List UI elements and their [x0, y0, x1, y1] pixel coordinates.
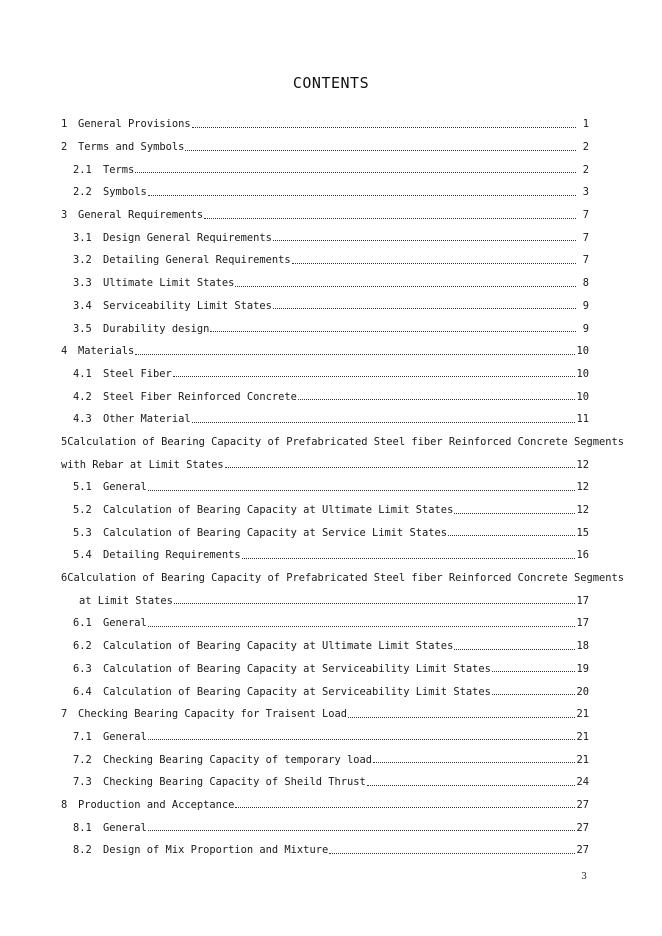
toc-entry-page: 15 — [576, 526, 589, 539]
toc-entry[interactable] — [61, 295, 589, 318]
toc-entry-title: Steel Fiber — [103, 367, 172, 380]
toc-entry-page: 21 — [576, 753, 589, 766]
toc-entry-number: 1 — [61, 118, 68, 131]
toc-entry-page: 21 — [576, 708, 589, 721]
toc-entry[interactable] — [61, 226, 589, 249]
toc-entry-page: 7 — [582, 231, 589, 244]
dot-leader — [210, 331, 576, 332]
toc-entry-title: General — [103, 617, 147, 630]
dot-leader — [492, 671, 576, 672]
toc-entry[interactable] — [61, 249, 589, 272]
dot-leader — [185, 150, 576, 151]
dot-leader — [148, 830, 576, 831]
toc-entry-page: 27 — [576, 798, 589, 811]
toc-entry[interactable] — [61, 499, 589, 522]
toc-entry-title: Calculation of Bearing Capacity at Serviceability Limit States — [103, 662, 491, 675]
page-number: 3 — [581, 872, 587, 882]
toc-entry-number: 6.4 — [73, 685, 92, 698]
toc-entry-page: 19 — [576, 662, 589, 675]
toc-entry-number: 3.1 — [73, 231, 92, 244]
toc-entry[interactable] — [61, 567, 625, 590]
toc-entry[interactable] — [61, 589, 589, 612]
toc-entry-number: 3.4 — [73, 299, 92, 312]
toc-entry-number: 8.2 — [73, 844, 92, 857]
toc-entry-title: General — [103, 730, 147, 743]
dot-leader — [148, 195, 576, 196]
toc-entry-title: General — [103, 821, 147, 834]
toc-entry[interactable] — [61, 385, 589, 408]
toc-entry-title: General — [103, 481, 147, 494]
dot-leader — [135, 172, 576, 173]
toc-entry-number: 5.3 — [73, 526, 92, 539]
toc-entry-page: 7 — [582, 209, 589, 222]
toc-entry[interactable] — [61, 726, 589, 749]
toc-entry-page: 27 — [576, 844, 589, 857]
toc-entry-page: 9 — [582, 322, 589, 335]
toc-entry[interactable] — [61, 204, 589, 227]
toc-entry-page: 9 — [582, 299, 589, 312]
toc-entry-title: Calculation of Bearing Capacity of Prefabricated Steel fiber Reinforced Concrete Segments — [67, 435, 625, 448]
dot-leader — [367, 785, 576, 786]
toc-entry-page: 3 — [582, 186, 589, 199]
toc-entry-title: Ultimate Limit States — [103, 277, 235, 290]
toc-entry[interactable] — [61, 635, 589, 658]
toc-entry-title: Detailing General Requirements — [103, 254, 291, 267]
toc-entry-number: 2.2 — [73, 186, 92, 199]
toc-entry-title: Calculation of Bearing Capacity at Ultimate Limit States — [103, 640, 454, 653]
toc-entry[interactable] — [61, 476, 589, 499]
toc-entry-number: 3 — [61, 209, 68, 222]
toc-entry[interactable] — [61, 771, 589, 794]
toc-entry-number: 2.1 — [73, 163, 92, 176]
toc-entry[interactable] — [61, 431, 625, 454]
toc-entry-title: Calculation of Bearing Capacity of Prefabricated Steel fiber Reinforced Concrete Segments — [67, 572, 625, 585]
toc-entry-page: 12 — [576, 481, 589, 494]
toc-entry[interactable] — [61, 136, 589, 159]
dot-leader — [273, 308, 576, 309]
dot-leader — [454, 513, 575, 514]
dot-leader — [225, 467, 576, 468]
toc-entry-number: 2 — [61, 141, 68, 154]
toc-entry[interactable] — [61, 658, 589, 681]
dot-leader — [329, 853, 575, 854]
toc-entry-title: Production and Acceptance — [78, 798, 235, 811]
toc-entry[interactable] — [61, 703, 589, 726]
dot-leader — [135, 354, 575, 355]
toc-entry-number: 8 — [61, 798, 68, 811]
toc-entry-page: 10 — [576, 367, 589, 380]
toc-entry-title: Calculation of Bearing Capacity at Ultimate Limit States — [103, 504, 454, 517]
toc-entry-number: 7.1 — [73, 730, 92, 743]
toc-entry[interactable] — [61, 453, 589, 476]
dot-leader — [292, 263, 576, 264]
toc-entry-title: Design of Mix Proportion and Mixture — [103, 844, 329, 857]
toc-entry-page: 17 — [576, 617, 589, 630]
dot-leader — [174, 603, 576, 604]
toc-entry[interactable] — [61, 816, 589, 839]
toc-entry-title: Checking Bearing Capacity of Sheild Thrust — [103, 776, 366, 789]
toc-entry-number: 6 — [61, 572, 68, 585]
toc-entry-number: 7.2 — [73, 753, 92, 766]
toc-entry-page: 21 — [576, 730, 589, 743]
toc-entry[interactable] — [61, 317, 589, 340]
toc-entry-page: 20 — [576, 685, 589, 698]
toc-entry-title: Other Material — [103, 413, 191, 426]
toc-entry[interactable] — [61, 839, 589, 862]
toc-entry-title: Materials — [78, 345, 135, 358]
toc-entry-number: 7 — [61, 708, 68, 721]
toc-entry[interactable] — [61, 181, 589, 204]
toc-entry-title: Steel Fiber Reinforced Concrete — [103, 390, 297, 403]
toc-entry-title: Symbols — [103, 186, 147, 199]
dot-leader — [192, 422, 576, 423]
dot-leader — [204, 218, 576, 219]
dot-leader — [235, 807, 575, 808]
toc-entry-title: Design General Requirements — [103, 231, 272, 244]
dot-leader — [492, 694, 576, 695]
toc-entry-page: 2 — [582, 163, 589, 176]
dot-leader — [298, 399, 576, 400]
page-title: CONTENTS — [292, 74, 370, 92]
toc-entry-page: 10 — [576, 390, 589, 403]
toc-entry[interactable] — [61, 340, 589, 363]
toc-entry-page: 18 — [576, 640, 589, 653]
toc-entry-page: 2 — [582, 141, 589, 154]
toc-entry-number: 6.2 — [73, 640, 92, 653]
toc-entry-page: 27 — [576, 821, 589, 834]
toc-entry-page: 12 — [576, 458, 589, 471]
toc-entry[interactable] — [61, 680, 589, 703]
dot-leader — [273, 240, 576, 241]
toc-entry-title: Checking Bearing Capacity for Traisent Load — [78, 708, 347, 721]
toc-entry-title: Terms and Symbols — [78, 141, 185, 154]
toc-entry-number: 6.3 — [73, 662, 92, 675]
dot-leader — [373, 762, 575, 763]
toc-entry-page: 16 — [576, 549, 589, 562]
toc-entry[interactable] — [61, 158, 589, 181]
toc-entry-title: Durability design — [103, 322, 210, 335]
toc-entry-title: Checking Bearing Capacity of temporary load — [103, 753, 372, 766]
toc-entry-number: 3.2 — [73, 254, 92, 267]
dot-leader — [348, 717, 575, 718]
toc-entry-page: 17 — [576, 594, 589, 607]
dot-leader — [173, 376, 576, 377]
toc-entry-number: 3.5 — [73, 322, 92, 335]
toc-entry[interactable] — [61, 272, 589, 295]
toc-entry-number: 5.2 — [73, 504, 92, 517]
toc-entry-title: Terms — [103, 163, 135, 176]
toc-entry-number: 8.1 — [73, 821, 92, 834]
toc-entry[interactable] — [61, 794, 589, 817]
toc-entry-number: 4.1 — [73, 367, 92, 380]
toc-entry-number: 3.3 — [73, 277, 92, 290]
toc-entry-title: General Requirements — [78, 209, 204, 222]
toc-entry-number: 6.1 — [73, 617, 92, 630]
toc-entry-number: 5.4 — [73, 549, 92, 562]
dot-leader — [148, 626, 576, 627]
toc-entry-title: Calculation of Bearing Capacity at Serviceability Limit States — [103, 685, 491, 698]
toc-entry-title: General Provisions — [78, 118, 191, 131]
dot-leader — [454, 649, 575, 650]
dot-leader — [242, 558, 576, 559]
toc-entry-title: with Rebar at Limit States — [61, 458, 224, 471]
toc-entry-page: 10 — [576, 345, 589, 358]
toc-entry-title: at Limit States — [79, 594, 173, 607]
toc-entry-number: 4.2 — [73, 390, 92, 403]
toc-entry-title: Serviceability Limit States — [103, 299, 272, 312]
dot-leader — [192, 127, 576, 128]
dot-leader — [148, 739, 576, 740]
toc-entry[interactable] — [61, 363, 589, 386]
toc-entry-page: 12 — [576, 504, 589, 517]
toc-entry-number: 5.1 — [73, 481, 92, 494]
toc-entry[interactable] — [61, 544, 589, 567]
toc-entry-number: 4.3 — [73, 413, 92, 426]
toc-entry[interactable] — [61, 748, 589, 771]
toc-entry-title: Detailing Requirements — [103, 549, 241, 562]
toc-entry-page: 8 — [582, 277, 589, 290]
toc-entry-number: 7.3 — [73, 776, 92, 789]
toc-entry-page: 1 — [582, 118, 589, 131]
dot-leader — [235, 286, 576, 287]
toc-entry-page: 11 — [576, 413, 589, 426]
dot-leader — [448, 535, 575, 536]
toc-entry-page: 7 — [582, 254, 589, 267]
toc-entry[interactable] — [61, 612, 589, 635]
toc-entry-page: 24 — [576, 776, 589, 789]
toc-entry-title: Calculation of Bearing Capacity at Service Limit States — [103, 526, 448, 539]
table-of-contents — [61, 113, 625, 862]
toc-entry[interactable] — [61, 408, 589, 431]
dot-leader — [148, 490, 576, 491]
toc-entry[interactable] — [61, 521, 589, 544]
toc-entry[interactable] — [61, 113, 589, 136]
toc-entry-number: 4 — [61, 345, 68, 358]
toc-entry-number: 5 — [61, 435, 68, 448]
